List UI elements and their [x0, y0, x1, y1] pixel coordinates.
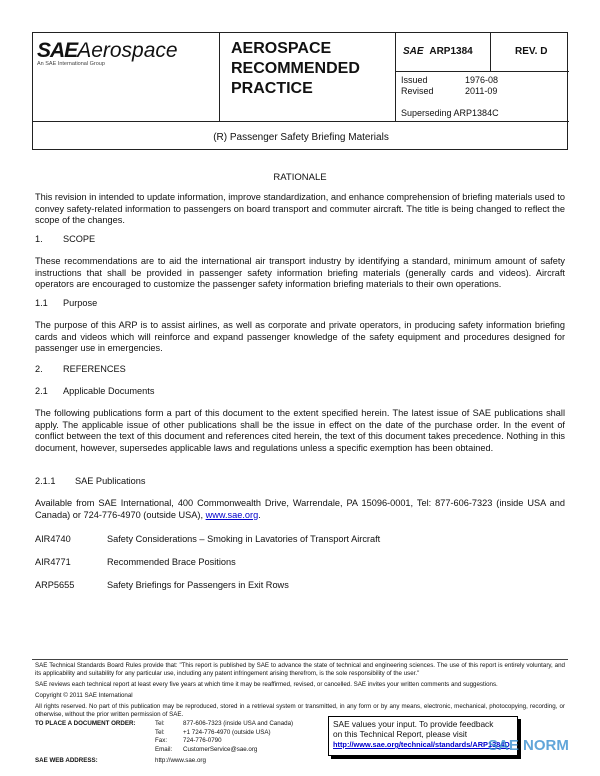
web-address-label: SAE WEB ADDRESS: [35, 757, 98, 764]
reference-code: ARP5655 [35, 580, 75, 590]
doc-type-line: RECOMMENDED [231, 60, 360, 77]
contact-email[interactable]: CustomerService@sae.org [183, 745, 258, 753]
reference-item [35, 557, 236, 567]
logo-subtitle: An SAE International Group [37, 61, 105, 67]
applicable-documents-text: The following publications form a part of this document to the extent specified herein. The latest issue of SAE publications shall apply. The applicable issue of other publications shall be the issue in effect on the date of the purchase order. In the event of conflict between the text of this document and references cited herein, the text of this document takes precedence. Nothing in this document, however, supersedes applicable laws and regulations unless a specific exemption has been obtained. [35, 408, 565, 453]
section-title: SCOPE [63, 234, 96, 244]
section-2-1-1-heading [35, 476, 145, 486]
section-1-1-heading [35, 298, 97, 308]
contact-value: 877-606-7323 (inside USA and Canada) [183, 720, 294, 727]
sae-small-logo: SAE [403, 46, 424, 57]
reference-code: AIR4771 [35, 557, 71, 567]
section-number: 2.1.1 [35, 476, 56, 486]
watermark-logo: SAE NORM [488, 737, 569, 754]
contact-value: 724-776-0790 [183, 737, 222, 745]
sae-publications-text [35, 498, 565, 521]
revision: REV. D [515, 46, 548, 57]
document-type [231, 39, 360, 99]
doc-number: ARP1384 [429, 46, 473, 57]
section-1-heading [35, 234, 95, 244]
section-2-heading [35, 364, 126, 374]
contact-value: +1 724-776-4970 (outside USA) [183, 728, 271, 736]
section-number: 1. [35, 234, 43, 244]
footer-rules: SAE Technical Standards Board Rules provide that: "This report is published by SAE to advance the state of technical and engineering sciences. The use of this report is entirely voluntary, and its applicability and suitability for any particular use, including any patent infringement arising therefrom, is the sole responsibility of the user." [35, 662, 565, 677]
footer-review: SAE reviews each technical report at least every five years at which time it may be reaffirmed, revised, or cancelled. SAE invites your written comments and suggestions. [35, 681, 498, 688]
web-address[interactable]: http://www.sae.org [155, 757, 206, 764]
feedback-text: on this Technical Report, please visit [333, 729, 468, 739]
order-label: TO PLACE A DOCUMENT ORDER: [35, 720, 136, 727]
doc-number-cell [403, 46, 473, 57]
feedback-text: SAE values your input. To provide feedback [333, 719, 494, 729]
superseding: Superseding ARP1384C [401, 108, 499, 118]
contact-key: Tel: [155, 728, 165, 736]
section-title: Purpose [63, 298, 98, 308]
footer-rights: All rights reserved. No part of this publication may be reproduced, stored in a retrieval system or transmitted, in any form or by any means, electronic, mechanical, photocopying, recording, or otherwise, without the prior written permission of SAE. [35, 703, 565, 718]
issued-date: 1976-08 [465, 75, 499, 85]
logo-aerospace: Aerospace [77, 39, 178, 62]
reference-item [35, 534, 380, 544]
rationale-text: This revision in intended to update information, improve standardization, and enhance comprehension of briefing materials used to convey safety-related information to passengers on board transport and commuter aircraft. The title is being changed to reflect the scope of the changes. [35, 192, 565, 226]
document-title: (R) Passenger Safety Briefing Materials [213, 132, 389, 143]
sae-website-link[interactable]: www.sae.org [205, 509, 259, 520]
doc-type-line: AEROSPACE [231, 40, 332, 57]
contact-key: Fax: [155, 737, 168, 745]
contact-key: Email: [155, 745, 173, 753]
dates [401, 75, 498, 97]
reference-title: Recommended Brace Positions [107, 557, 236, 567]
header-box [32, 32, 568, 150]
scope-text: These recommendations are to aid the international air transport industry by identifying a standard, minimum amount of safety instructions that shall be provided in passenger safety information briefing materials (generally cards and videos). Aircraft operators are encouraged to customize the passenger safety information briefing materials to their own operations. [35, 256, 565, 290]
feedback-link[interactable]: http://www.sae.org/technical/standards/ARP1384D [333, 740, 510, 749]
revised-date: 2011-09 [465, 86, 498, 96]
footer-copyright: Copyright © 2011 SAE International [35, 692, 133, 699]
section-number: 1.1 [35, 298, 48, 308]
sae-aerospace-logo [37, 39, 178, 67]
section-2-1-heading [35, 386, 154, 396]
purpose-text: The purpose of this ARP is to assist airlines, as well as corporate and private operators, in producing safety information briefing cards and videos which will reinforce and expand passenger knowledge of the safety equipment and procedures designed for passenger use in emergencies. [35, 320, 565, 354]
reference-code: AIR4740 [35, 534, 71, 544]
publications-text: Available from SAE International, 400 Commonwealth Drive, Warrendale, PA 15096-0001, Tel: 877-606-7323 (inside USA and Canada) or 724-776-4970 (outside USA), [35, 498, 565, 520]
section-title: SAE Publications [75, 476, 146, 486]
revised-label: Revised [401, 86, 434, 96]
footer-divider [32, 659, 568, 660]
section-title: Applicable Documents [63, 386, 155, 396]
section-number: 2.1 [35, 386, 48, 396]
section-number: 2. [35, 364, 43, 374]
issued-label: Issued [401, 75, 428, 85]
doc-type-line: PRACTICE [231, 80, 313, 97]
contact-list [155, 720, 293, 754]
rationale-heading: RATIONALE [273, 172, 327, 183]
reference-title: Safety Considerations – Smoking in Lavatories of Transport Aircraft [107, 534, 381, 544]
punct: . [258, 509, 261, 520]
contact-key: Tel: [155, 720, 165, 727]
section-title: REFERENCES [63, 364, 126, 374]
reference-title: Safety Briefings for Passengers in Exit Rows [107, 580, 289, 590]
logo-sae: SAE [37, 39, 78, 62]
reference-item [35, 580, 289, 590]
